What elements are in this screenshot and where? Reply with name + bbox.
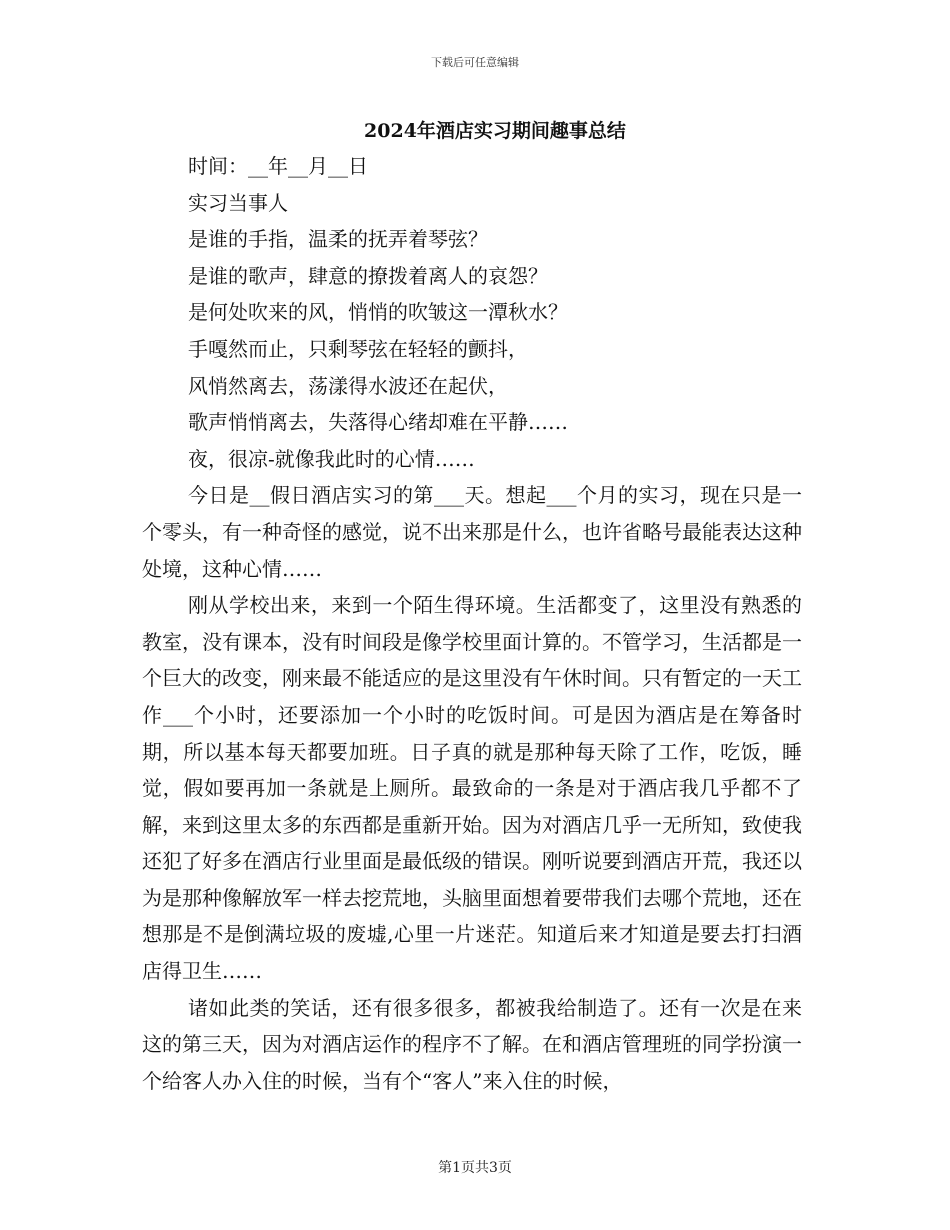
body-paragraph: 今日是__假日酒店实习的第___天。想起___个月的实习，现在只是一个零头，有一种奇怪的感觉，说不出来那是什么，也许省略号最能表达这种处境，这种心情…… [142, 483, 802, 581]
poem-line: 夜，很凉-就像我此时的心情…… [188, 446, 475, 471]
author-line: 实习当事人 [188, 190, 288, 215]
document-body [142, 148, 802, 1099]
header-note: 下载后可任意编辑 [431, 56, 519, 69]
body-paragraph: 诸如此类的笑话，还有很多很多，都被我给制造了。还有一次是在来这的第三天，因为对酒店运作的程序不了解。在和酒店管理班的同学扮演一个给客人办入住的时候，当有个“客人”来入住的时候， [142, 995, 802, 1093]
page-number: 第1页共3页 [438, 1160, 512, 1176]
document-title: 2024年酒店实习期间趣事总结 [364, 120, 626, 142]
poem-line: 是何处吹来的风，悄悄的吹皱这一潭秋水？ [188, 300, 568, 325]
date-line: 时间：__年__月__日 [188, 154, 368, 178]
body-paragraph: 刚从学校出来，来到一个陌生得环境。生活都变了，这里没有熟悉的教室，没有课本，没有时间段是像学校里面计算的。不管学习，生活都是一个巨大的改变，刚来最不能适应的是这里没有午休时间。只有暂定的一天工作___个小时，还要添加一个小时的吃饭时间。可是因为酒店是在筹备时期，所以基本每天都要加班。日子真的就是那种每天除了工作，吃饭，睡觉，假如要再加一条就是上厕所。最致命的一条是对于酒店我几乎都不了解，来到这里太多的东西都是重新开始。因为对酒店几乎一无所知，致使我还犯了好多在酒店行业里面是最低级的错误。刚听说要到酒店开荒，我还以为是那种像解放军一样去挖荒地，头脑里面想着要带我们去哪个荒地，还在想那是不是倒满垃圾的废墟,心里一片迷茫。知道后来才知道是要去打扫酒店得卫生…… [142, 593, 802, 984]
poem-line: 风悄然离去，荡漾得水波还在起伏， [188, 373, 508, 398]
poem-line: 是谁的歌声，肆意的撩拨着离人的哀怨？ [188, 263, 548, 288]
poem-line: 歌声悄悄离去，失落得心绪却难在平静…… [188, 410, 568, 435]
poem-line: 是谁的手指，温柔的抚弄着琴弦？ [188, 227, 488, 252]
poem-line: 手嘎然而止，只剩琴弦在轻轻的颤抖， [188, 336, 528, 361]
